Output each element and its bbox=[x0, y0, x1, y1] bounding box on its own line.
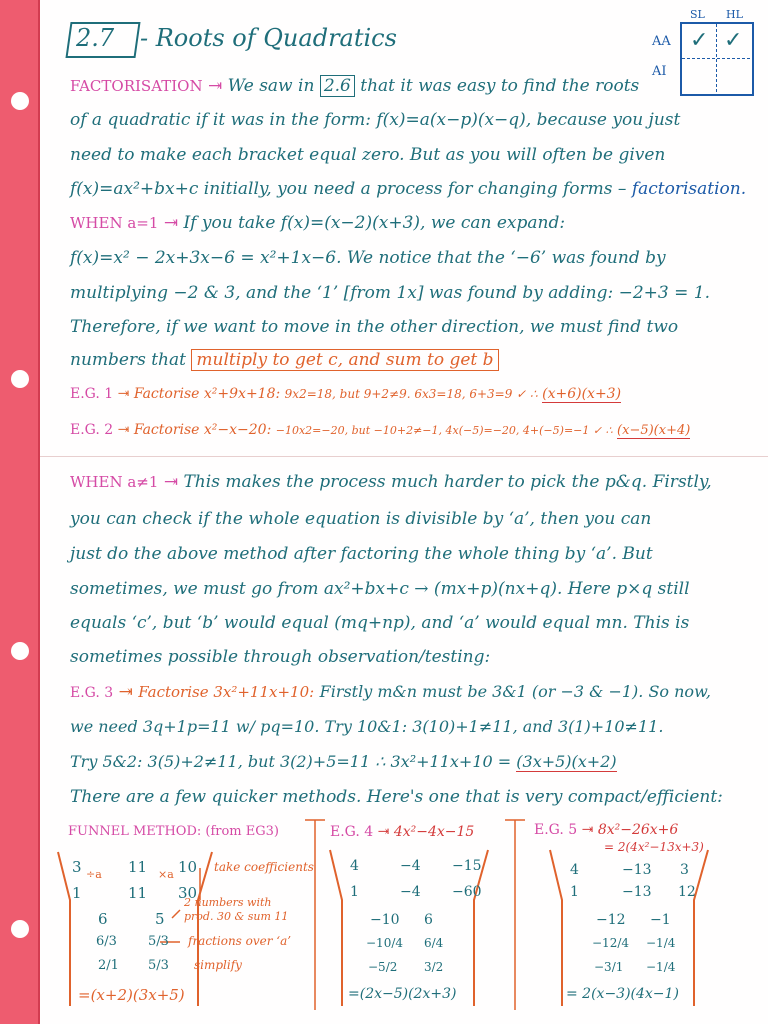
grid-col-hl: HL bbox=[726, 8, 743, 21]
funnel-cell: −10/4 bbox=[366, 936, 404, 950]
text-line: of a quadratic if it was in the form: f(x)=a(x−p)(x−q), because you just bbox=[70, 110, 681, 130]
page-title: - Roots of Quadratics bbox=[140, 24, 397, 52]
text-line: that it was easy to find the roots bbox=[360, 76, 640, 96]
example-answer: (3x+5)(x+2) bbox=[516, 752, 617, 771]
funnel-cell: 3 bbox=[72, 858, 82, 876]
funnel-cell: −13 bbox=[622, 862, 652, 878]
example-work: −10x2=−20, but −10+2≠−1, 4x(−5)=−20, 4+(−5)=−1 ✓ ∴ bbox=[275, 424, 613, 437]
funnel-cell: 11 bbox=[128, 884, 148, 902]
funnel-annotation: take coefficients bbox=[214, 860, 314, 874]
funnel-cell: 6/3 bbox=[96, 934, 117, 949]
arrow-icon: ⇥ bbox=[377, 824, 390, 840]
funnel-cell: 6 bbox=[424, 912, 433, 928]
arrow-icon: ⇥ bbox=[117, 422, 130, 438]
funnel-annotation: simplify bbox=[194, 958, 242, 972]
funnel-annotation: prod. 30 & sum 11 bbox=[184, 910, 289, 923]
example-label: E.G. 2 bbox=[70, 422, 114, 438]
text-line: numbers that bbox=[70, 350, 186, 370]
section-head: FACTORISATION bbox=[70, 77, 203, 95]
text-line: need to make each bracket equal zero. But as you will often be given bbox=[70, 145, 666, 165]
key-rule-box: multiply to get c, and sum to get b bbox=[191, 349, 498, 371]
funnel-cell: 5 bbox=[155, 910, 165, 928]
text-line: Try 5&2: 3(5)+2≠11, but 3(2)+5=11 ∴ 3x²+11x+10 = bbox=[70, 752, 512, 771]
funnel-cell: 5/3 bbox=[148, 958, 169, 973]
section-head: WHEN a=1 bbox=[70, 214, 159, 232]
example-label: E.G. 5 bbox=[534, 822, 578, 838]
funnel-result: =(x+2)(3x+5) bbox=[78, 986, 185, 1004]
funnel-cell: 1 bbox=[570, 884, 579, 900]
text-line: We saw in bbox=[227, 76, 315, 96]
funnel-cell: 3 bbox=[680, 862, 689, 878]
example-expression: 8x²−26x+6 bbox=[597, 822, 679, 838]
funnel-cell: 2/1 bbox=[98, 958, 119, 973]
funnel-cell: −12 bbox=[596, 912, 626, 928]
text-line: f(x)=ax²+bx+c initially, you need a process for changing forms – bbox=[70, 179, 627, 199]
example-work: 9x2=18, but 9+2≠9. 6x3=18, 6+3=9 ✓ ∴ bbox=[284, 387, 538, 401]
funnel-cell: −5/2 bbox=[368, 960, 398, 974]
funnel-cell: 4 bbox=[350, 858, 359, 874]
text-line: Firstly m&n must be 3&1 (or −3 & −1). So now, bbox=[319, 682, 711, 701]
funnel-heading: FUNNEL METHOD: (from EG3) bbox=[68, 824, 279, 839]
funnel-cell: −1 bbox=[650, 912, 671, 928]
funnel-cell: 3/2 bbox=[424, 960, 444, 974]
text-line: There are a few quicker methods. Here's one that is very compact/efficient: bbox=[70, 787, 723, 807]
funnel-cell: −1/4 bbox=[646, 960, 676, 974]
check-icon: ✓ bbox=[724, 28, 743, 53]
example-task: Factorise x²+9x+18: bbox=[133, 386, 281, 402]
funnel-cell: 10 bbox=[178, 858, 198, 876]
grid-row-aa: AA bbox=[652, 34, 671, 49]
example-answer: (x−5)(x+4) bbox=[617, 423, 691, 438]
funnel-cell: 5/3 bbox=[148, 934, 169, 949]
keyword: factorisation. bbox=[631, 179, 747, 199]
example-answer: (x+6)(x+3) bbox=[542, 386, 622, 402]
funnel-annotation: fractions over ‘a’ bbox=[188, 934, 292, 948]
arrow-icon: ⇥ bbox=[207, 76, 223, 96]
arrow-icon: ⇥ bbox=[117, 386, 130, 402]
example-label: E.G. 3 bbox=[70, 685, 114, 701]
example-expression: 4x²−4x−15 bbox=[393, 824, 475, 840]
funnel-annotation: 2 numbers with bbox=[184, 896, 272, 909]
funnel-cell: 1 bbox=[350, 884, 359, 900]
arrow-icon: ⇥ bbox=[163, 213, 179, 233]
arrow-icon: ⇥ bbox=[581, 822, 594, 838]
example-expression-factored: = 2(4x²−13x+3) bbox=[604, 840, 704, 854]
funnel-cell: −1/4 bbox=[646, 936, 676, 950]
text-line: sometimes, we must go from ax²+bx+c → (mx+p)(nx+q). Here p×q still bbox=[70, 579, 690, 599]
title-number: 2.7 bbox=[76, 24, 115, 52]
text-line: If you take f(x)=(x−2)(x+3), we can expand: bbox=[183, 213, 566, 233]
funnel-result: = 2(x−3)(4x−1) bbox=[566, 986, 679, 1002]
text-line: you can check if the whole equation is divisible by ‘a’, then you can bbox=[70, 509, 652, 529]
check-icon: ✓ bbox=[690, 28, 709, 53]
funnel-cell: −4 bbox=[400, 884, 421, 900]
text-line: Therefore, if we want to move in the other direction, we must find two bbox=[70, 317, 679, 337]
text-line: we need 3q+1p=11 w/ pq=10. Try 10&1: 3(10)+1≠11, and 3(1)+10≠11. bbox=[70, 717, 664, 736]
funnel-cell: 6/4 bbox=[424, 936, 444, 950]
section-head: WHEN a≠1 bbox=[70, 473, 159, 491]
funnel-cell: −60 bbox=[452, 884, 482, 900]
text-line: f(x)=x² − 2x+3x−6 = x²+1x−6. We notice that the ‘−6’ was found by bbox=[70, 248, 666, 268]
example-label: E.G. 1 bbox=[70, 386, 114, 402]
grid-col-sl: SL bbox=[690, 8, 705, 21]
funnel-cell: 1 bbox=[72, 884, 82, 902]
funnel-cell: −3/1 bbox=[594, 960, 624, 974]
funnel-cell: −15 bbox=[452, 858, 482, 874]
section-ref: 2.6 bbox=[320, 75, 355, 97]
funnel-cell: 6 bbox=[98, 910, 108, 928]
funnel-cell: −12/4 bbox=[592, 936, 630, 950]
funnel-cell: −13 bbox=[622, 884, 652, 900]
grid-row-ai: AI bbox=[652, 64, 667, 79]
funnel-result: =(2x−5)(2x+3) bbox=[348, 986, 457, 1002]
funnel-cell: −4 bbox=[400, 858, 421, 874]
text-line: multiplying −2 & 3, and the ‘1’ [from 1x] was found by adding: −2+3 = 1. bbox=[70, 283, 710, 303]
funnel-cell: 30 bbox=[178, 884, 198, 902]
text-line: equals ‘c’, but ‘b’ would equal (mq+np), and ‘a’ would equal mn. This is bbox=[70, 613, 690, 633]
divide-a-label: ÷a bbox=[86, 868, 102, 881]
funnel-cell: 11 bbox=[128, 858, 148, 876]
example-label: E.G. 4 bbox=[330, 824, 374, 840]
text-line: This makes the process much harder to pick the p&q. Firstly, bbox=[183, 472, 712, 492]
example-task: Factorise 3x²+11x+10: bbox=[138, 683, 315, 701]
text-line: just do the above method after factoring the whole thing by ‘a’. But bbox=[70, 544, 653, 564]
example-task: Factorise x²−x−20: bbox=[133, 422, 272, 438]
arrow-icon: ⇥ bbox=[118, 682, 133, 702]
arrow-icon: ⇥ bbox=[163, 472, 179, 492]
multiply-a-label: ×a bbox=[158, 868, 174, 881]
funnel-cell: 12 bbox=[678, 884, 696, 900]
funnel-cell: 4 bbox=[570, 862, 579, 878]
funnel-cell: −10 bbox=[370, 912, 400, 928]
text-line: sometimes possible through observation/testing: bbox=[70, 647, 491, 667]
